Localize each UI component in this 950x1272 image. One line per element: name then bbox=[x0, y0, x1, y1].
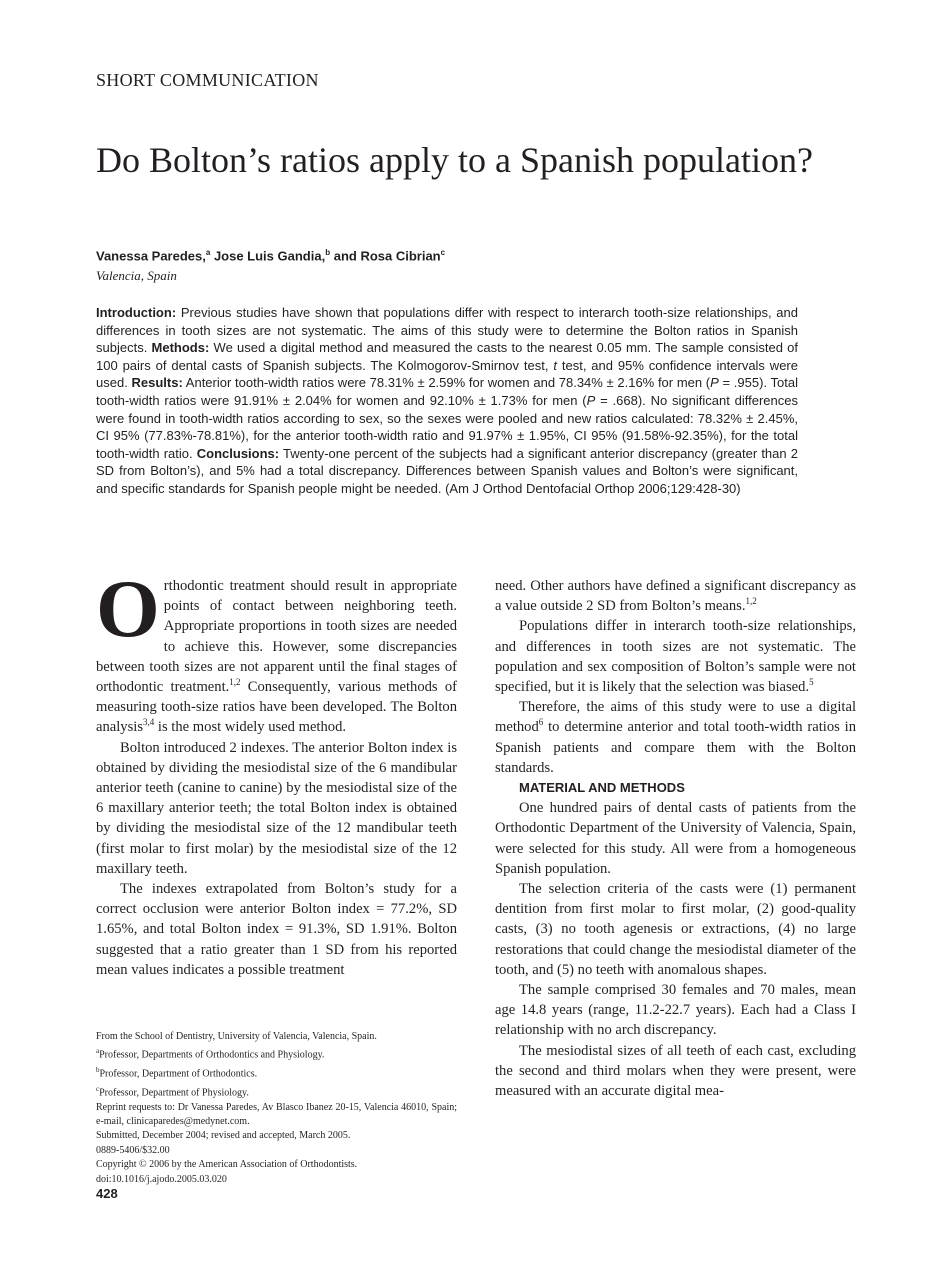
paragraph-text: need. Other authors have defined a significant discrepancy as a value outside 2 SD from Bolton’s means. bbox=[495, 578, 856, 615]
abstract-methods-text: We used a digital method and measured the casts to the nearest 0.05 mm. The sample consisted of 100 pairs of dental casts of Spanish subjects. The Kolmogorov-Smirnov test, bbox=[96, 340, 798, 373]
abstract-results-text-2: = .955). Total tooth-width ratios were 91.91% ± 2.04% for women and 92.10% ± 1.73% for men ( bbox=[96, 375, 798, 408]
intro-paragraph bbox=[96, 563, 458, 738]
body-paragraph bbox=[495, 616, 856, 697]
footnote-issn: 0889-5406/$32.00 bbox=[96, 1144, 170, 1156]
author-name: Jose Luis Gandia, bbox=[213, 248, 326, 264]
paragraph-text: rthodontic treatment should result in appropriate points of contact between neighboring teeth. Appropriate proportions in tooth sizes are needed to achieve this. However, some discrepancies between tooth sizes are not apparent until the final stages of orthodontic treatment. bbox=[96, 578, 457, 696]
body-paragraph: One hundred pairs of dental casts of patients from the Orthodontic Department of the University of Valencia, Spain, were selected for this study. All were from a homogeneous Spanish population. bbox=[495, 800, 856, 877]
body-paragraph: The indexes extrapolated from Bolton’s study for a correct occlusion were anterior Bolton index = 77.2%, SD 1.65%, and total Bolton index = 91.3%, SD 1.91%. Bolton suggested that a ratio greater than 1 SD from his reported mean values indicates a possible treatment bbox=[96, 881, 457, 978]
abstract-conclusions-text: Twenty-one percent of the subjects had a significant anterior discrepancy (greater than 2 SD from Bolton’s), and 5% had a total discrepancy. Differences between Spanish values and Bolton’s were significant, and specific standards for Spanish people might be needed. (Am J Orthod Dentofacial Orthop 2006;129:428-30) bbox=[96, 445, 798, 496]
abstract-intro-text: Previous studies have shown that populations differ with respect to interarch tooth-size relationships, and differences in tooth sizes are not systematic. The aims of this study were to determine the Bolton ratios in Spanish subjects. bbox=[96, 305, 798, 356]
author-name: Vanessa Paredes, bbox=[96, 248, 206, 264]
author-list bbox=[96, 248, 445, 263]
abstract-intro-label: Introduction: bbox=[96, 305, 177, 320]
citation-ref[interactable]: 1,2 bbox=[229, 677, 241, 688]
footnote-a bbox=[96, 1044, 457, 1063]
paragraph-text: is the most widely used method. bbox=[154, 719, 347, 736]
body-paragraph: The selection criteria of the casts were (1) permanent dentition from first molar to first molar, (2) good-quality casts, (3) no tooth agenesis or extractions, (4) no large restorations that could change the mesiodistal diameter of the tooth, and (5) no teeth with anomalous shapes. bbox=[495, 881, 856, 978]
body-paragraph: The sample comprised 30 females and 70 males, mean age 14.8 years (range, 11.2-22.7 years). Each had a Class I relationship with no arch discrepancy. bbox=[495, 982, 856, 1039]
left-column bbox=[96, 563, 458, 980]
footnotes bbox=[96, 1030, 457, 1187]
abstract-p-symbol: P bbox=[710, 375, 719, 391]
drop-cap: O bbox=[96, 563, 160, 654]
abstract-methods-label: Methods: bbox=[151, 340, 210, 356]
abstract bbox=[96, 304, 798, 498]
footnote-copyright: Copyright © 2006 by the American Association of Orthodontists. bbox=[96, 1159, 358, 1171]
body-paragraph: The mesiodistal sizes of all teeth of each cast, excluding the second and third molars when they were present, were measured with an accurate digital mea- bbox=[495, 1042, 856, 1100]
abstract-t-symbol: t bbox=[553, 357, 557, 373]
paragraph-text: Consequently, various methods of measuring tooth-size ratios have been developed. The Bolton analysis bbox=[96, 679, 458, 736]
footnote-b bbox=[96, 1063, 457, 1082]
footnote-text: Professor, Department of Orthodontics. bbox=[99, 1068, 258, 1080]
paragraph-text: to determine anterior and total tooth-width ratios in Spanish patients and compare them with the Bolton standards. bbox=[495, 719, 856, 776]
footnote-text: Professor, Department of Physiology. bbox=[99, 1087, 249, 1099]
abstract-results-label: Results: bbox=[131, 375, 183, 391]
footnote-text: Professor, Departments of Orthodontics and Physiology. bbox=[99, 1049, 325, 1061]
footnote-affiliation: From the School of Dentistry, University of Valencia, Valencia, Spain. bbox=[96, 1031, 377, 1042]
section-heading: MATERIAL AND METHODS bbox=[519, 780, 685, 796]
abstract-results-text-3: = .668). No significant differences were found in tooth-width ratios according to sex, so the sexes were pooled and new ratios calculated: 78.32% ± 2.45%, CI 95% (77.83%-78.81%), for the anterior tooth-width ratio and 91.97% ± 1.95%, CI 95% (91.58%-92.35%), for the total tooth-width ratio. bbox=[96, 392, 798, 461]
body-paragraph bbox=[495, 697, 856, 778]
footnote-submitted: Submitted, December 2004; revised and accepted, March 2005. bbox=[96, 1130, 351, 1142]
footnote-mark: a bbox=[96, 1047, 100, 1056]
author-affiliation-mark: c bbox=[440, 248, 446, 257]
footnote-mark: b bbox=[96, 1066, 100, 1075]
author-name: and Rosa Cibrian bbox=[333, 248, 441, 264]
paragraph-text: Therefore, the aims of this study were to use a digital method bbox=[495, 699, 856, 736]
footnote-c bbox=[96, 1082, 457, 1101]
author-affiliation-mark: b bbox=[325, 248, 331, 257]
page-number: 428 bbox=[96, 1186, 118, 1201]
right-column bbox=[495, 576, 856, 1101]
abstract-results-text: Anterior tooth-width ratios were 78.31% ± 2.59% for women and 78.34% ± 2.16% for men ( bbox=[182, 375, 711, 391]
author-location: Valencia, Spain bbox=[96, 268, 177, 283]
article-title: Do Bolton’s ratios apply to a Spanish population? bbox=[96, 140, 813, 180]
citation-ref[interactable]: 3,4 bbox=[143, 717, 155, 728]
body-paragraph bbox=[495, 576, 856, 616]
citation-ref[interactable]: 5 bbox=[809, 677, 814, 688]
author-affiliation-mark: a bbox=[205, 248, 211, 257]
abstract-p-symbol: P bbox=[586, 392, 596, 408]
abstract-conclusions-label: Conclusions: bbox=[196, 445, 280, 461]
footnote-mark: c bbox=[96, 1084, 100, 1093]
paragraph-text: Populations differ in interarch tooth-size relationships, and differences in tooth sizes are not systematic. The population and sex composition of Bolton’s sample were not specified, but it is likely that the selection was biased. bbox=[495, 618, 856, 696]
body-paragraph: Bolton introduced 2 indexes. The anterior Bolton index is obtained by dividing the mesiodistal size of the 6 mandibular anterior teeth (canine to canine) by the mesiodistal size of the 6 maxillary anterior teeth; the total Bolton index is obtained by dividing the mesiodistal size of the 12 mandibular teeth (first molar to first molar) by the mesiodistal size of the 12 maxillary teeth. bbox=[96, 739, 457, 877]
section-label: SHORT COMMUNICATION bbox=[96, 70, 319, 90]
footnote-doi[interactable]: doi:10.1016/j.ajodo.2005.03.020 bbox=[96, 1173, 227, 1185]
citation-ref[interactable]: 6 bbox=[538, 717, 544, 728]
citation-ref[interactable]: 1,2 bbox=[745, 596, 757, 607]
footnote-reprint: Reprint requests to: Dr Vanessa Paredes, Av Blasco Ibanez 20-15, Valencia 46010, Spain; e-mail, clinicaparedes@medynet.com. bbox=[96, 1101, 457, 1128]
abstract-methods-text-2: test, and 95% confidence intervals were used. bbox=[96, 357, 798, 391]
